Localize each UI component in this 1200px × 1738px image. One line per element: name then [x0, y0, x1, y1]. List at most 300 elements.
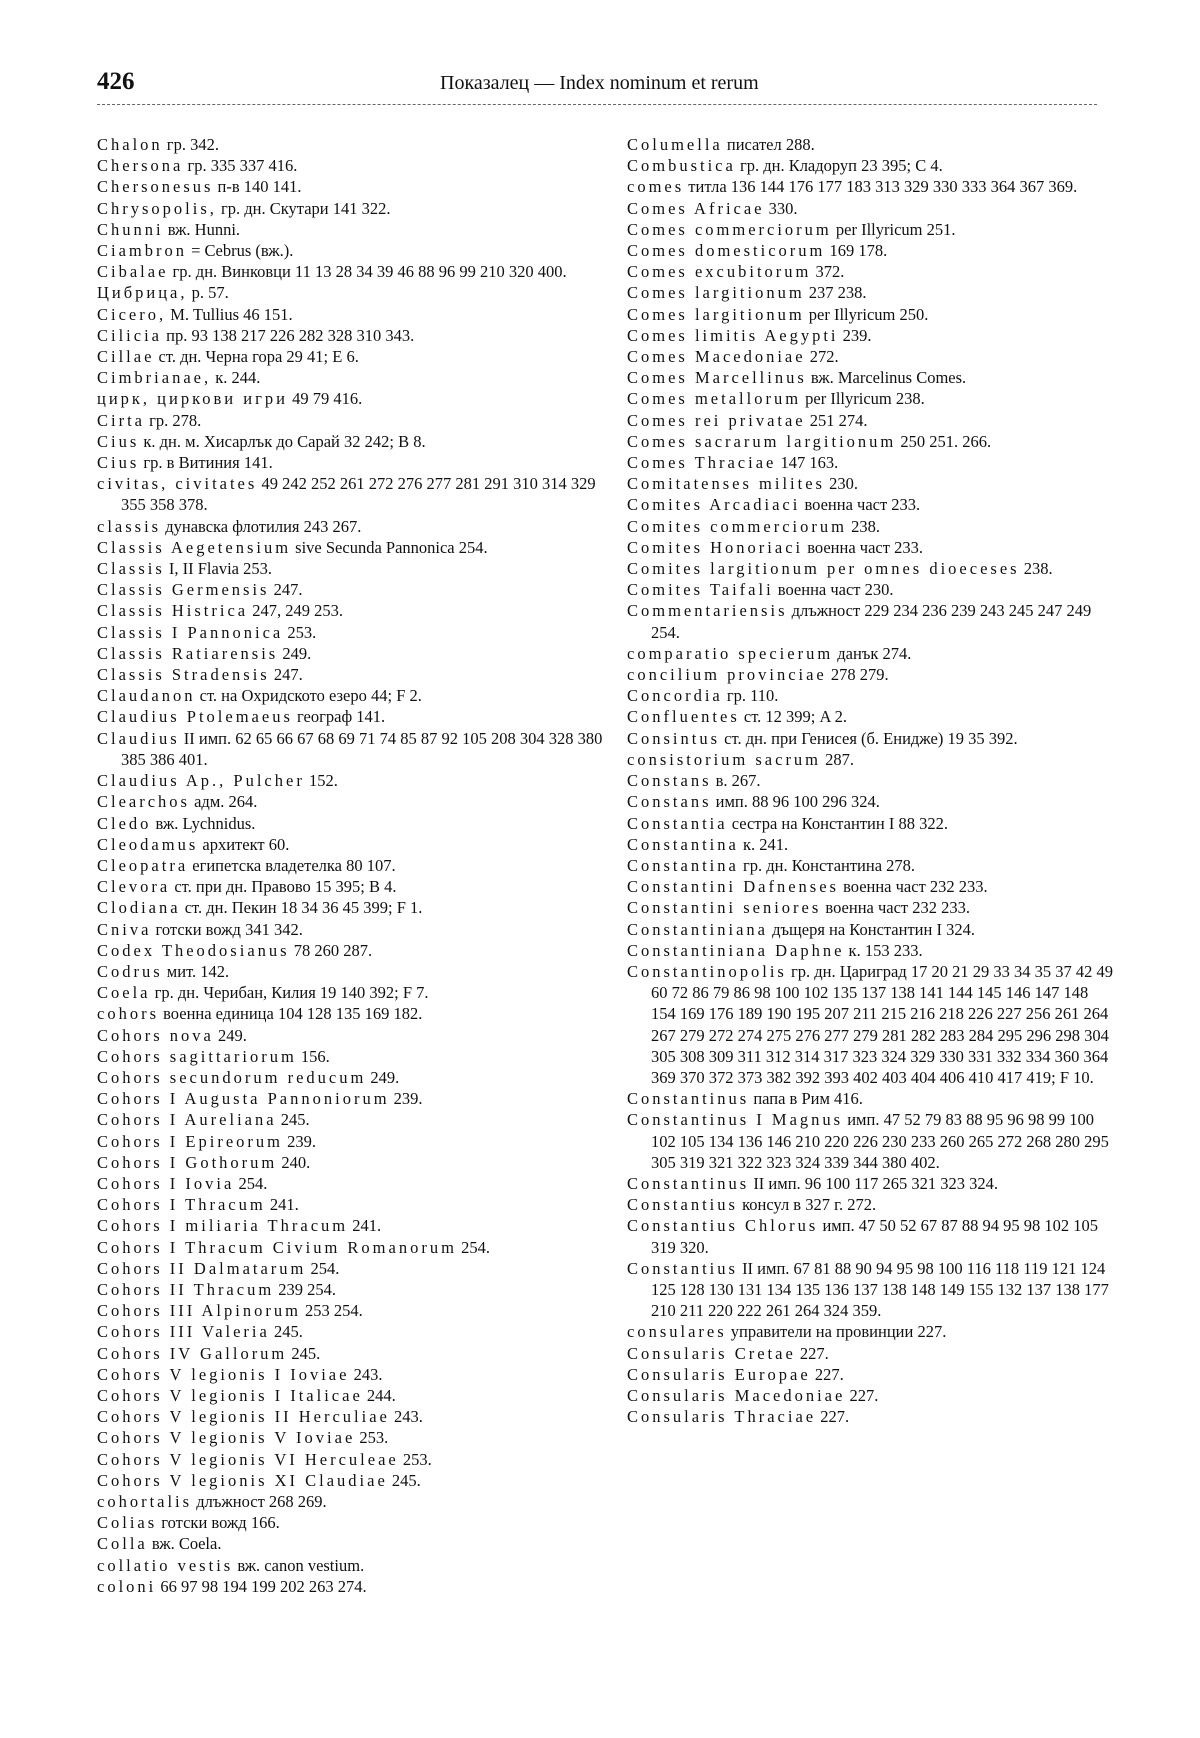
- index-headword: Cohors I Gothorum: [97, 1152, 278, 1172]
- index-entry: [627, 1109, 1117, 1173]
- index-headword: Columella: [627, 135, 723, 154]
- index-headword: cohors: [97, 1004, 159, 1024]
- index-headword: consulares: [627, 1322, 727, 1342]
- index-references: 243.: [389, 1407, 423, 1427]
- index-references: 287.: [821, 749, 855, 769]
- index-headword: Comes Marcellinus: [627, 368, 807, 388]
- index-references: гр. 110.: [722, 686, 779, 706]
- index-headword: concilium provinciae: [627, 665, 827, 685]
- index-references: 253.: [398, 1449, 432, 1469]
- index-headword: Claudius: [97, 728, 180, 748]
- index-headword: Confluentes: [627, 707, 740, 727]
- index-entry: [97, 1088, 607, 1109]
- index-entry: [97, 706, 607, 727]
- index-entry: [627, 452, 1117, 473]
- index-references: гр. дн. Кладоруп 23 395; C 4.: [735, 156, 943, 176]
- index-entry: [97, 1512, 607, 1533]
- index-headword: Cirta: [97, 410, 145, 430]
- index-headword: Comes largitionum: [627, 283, 805, 303]
- index-headword: classis: [97, 516, 162, 536]
- index-references: имп. 47 50 52 67 87 88 94 95 98 102 105 319 320.: [651, 1216, 1099, 1257]
- index-entry: [97, 1152, 607, 1173]
- index-entry: [627, 685, 1117, 706]
- index-headword: Classis Germensis: [97, 580, 270, 600]
- index-entry: [97, 282, 607, 303]
- index-headword: Cohors IV Gallorum: [97, 1343, 288, 1363]
- index-references: M. Tullius 46 151.: [166, 304, 293, 324]
- index-references: 251 274.: [805, 410, 868, 430]
- index-references: гр. 278.: [145, 410, 202, 430]
- index-entry: [97, 982, 607, 1003]
- index-entry: [97, 219, 607, 240]
- index-references: 245.: [387, 1470, 421, 1490]
- index-references: гр. дн. Черибан, Килия 19 140 392; F 7.: [150, 983, 429, 1003]
- index-column-left: [97, 134, 607, 1597]
- index-headword: Comes rei privatae: [627, 410, 806, 430]
- index-headword: Cohors II Dalmatarum: [97, 1258, 307, 1278]
- index-references: 249.: [278, 643, 312, 663]
- index-references: готски вожд 341 342.: [151, 919, 303, 939]
- index-references: архитект 60.: [198, 834, 290, 854]
- index-references: в. 267.: [711, 771, 761, 791]
- index-headword: Comes limitis Aegypti: [627, 325, 839, 345]
- index-headword: Comes Macedoniae: [627, 347, 806, 367]
- index-entry: [627, 813, 1117, 834]
- index-entry: [627, 282, 1117, 303]
- index-headword: Cohors V legionis VI Herculeae: [97, 1449, 399, 1469]
- index-headword: Colla: [97, 1534, 148, 1554]
- index-headword: Cohors sagittariorum: [97, 1046, 297, 1066]
- index-headword: Consularis Macedoniae: [627, 1385, 846, 1405]
- index-references: ст. на Охридското езеро 44; F 2.: [195, 686, 422, 706]
- index-headword: Constantinus I Magnus: [627, 1110, 844, 1130]
- index-entry: [97, 600, 607, 621]
- index-headword: Comes largitionum: [627, 304, 805, 324]
- index-references: 245.: [269, 1322, 303, 1342]
- index-entry: [627, 770, 1117, 791]
- index-headword: Chrysopolis,: [97, 198, 217, 218]
- index-references: 49 242 252 261 272 276 277 281 291 310 314 329 355 358 378.: [121, 474, 596, 515]
- index-headword: Cleodamus: [97, 834, 199, 854]
- index-references: управители на провинции 227.: [726, 1322, 947, 1342]
- index-headword: Comitatenses milites: [627, 474, 825, 494]
- index-headword: Constantius: [627, 1258, 738, 1278]
- index-entry: [97, 452, 607, 473]
- index-references: к. 153 233.: [844, 940, 923, 960]
- index-entry: [627, 367, 1117, 388]
- index-headword: Cohors I Thracum Civium Romanorum: [97, 1237, 457, 1257]
- index-entry: [97, 261, 607, 282]
- index-references: вж. canon vestium.: [233, 1555, 365, 1575]
- index-references: per Illyricum 251.: [831, 219, 956, 239]
- index-entry: [97, 346, 607, 367]
- index-entry: [627, 791, 1117, 812]
- index-headword: Combustica: [627, 156, 736, 176]
- index-headword: Comes sacrarum largitionum: [627, 431, 897, 451]
- index-references: военна част 233.: [803, 537, 923, 557]
- index-references: имп. 88 96 100 296 324.: [711, 792, 880, 812]
- index-headword: Comites Taifali: [627, 580, 774, 600]
- index-references: 227.: [810, 1364, 844, 1384]
- index-references: 239.: [389, 1089, 423, 1109]
- index-references: к. 241.: [738, 834, 789, 854]
- index-entry: [97, 728, 607, 770]
- index-references: ст. дн. Черна гора 29 41; E 6.: [154, 347, 359, 367]
- index-entry: [627, 600, 1117, 642]
- index-entry: [97, 410, 607, 431]
- index-entry: [97, 1364, 607, 1385]
- index-entry: [97, 176, 607, 197]
- index-entry: [97, 622, 607, 643]
- index-entry: [97, 1555, 607, 1576]
- index-entry: [627, 240, 1117, 261]
- index-references: 152.: [304, 771, 338, 791]
- index-headword: Constans: [627, 771, 712, 791]
- index-entry: [97, 834, 607, 855]
- index-references: к. 244.: [211, 368, 261, 388]
- index-references: II имп. 96 100 117 265 321 323 324.: [749, 1173, 999, 1193]
- index-references: per Illyricum 250.: [804, 304, 929, 324]
- index-entry: [97, 304, 607, 325]
- index-entry: [97, 155, 607, 176]
- index-entry: [627, 961, 1117, 1088]
- index-headword: Comes metallorum: [627, 389, 802, 409]
- index-references: длъжност 268 269.: [192, 1492, 327, 1511]
- index-references: 253 254.: [300, 1301, 363, 1321]
- index-entry: [97, 516, 607, 537]
- running-title: Показалец — Index nominum et rerum: [440, 72, 759, 94]
- index-headword: Comes excubitorum: [627, 262, 812, 282]
- index-entry: [97, 1491, 607, 1512]
- index-entry: [627, 325, 1117, 346]
- index-references: ст. 12 399; A 2.: [739, 707, 848, 727]
- index-references: ст. при дн. Правово 15 395; B 4.: [170, 877, 397, 897]
- index-references: 249.: [366, 1067, 400, 1087]
- index-references: гр. дн. Цариград 17 20 21 29 33 34 35 37 42 49 60 72 86 79 86 98 100 102 135 137 138 141 144 145 146 147 148 154 169 176 189 190 195 207 211 215 216 218 226 227 256 261 264 267 279 272 274 275 276 277 279 281 282 283 284 295 296 298 304 305 308 309 311 312 314 317 323 324 329 330 331 332 334 360 364 369 370 372 373 382 392 393 402 403 404 406 410 417 419; F 10.: [651, 961, 1114, 1087]
- index-headword: Cohors I miliaria Thracum: [97, 1216, 349, 1236]
- index-references: гр. дн. Винковци 11 13 28 34 39 46 88 96 99 210 320 400.: [168, 262, 567, 282]
- index-headword: Cleopatra: [97, 855, 189, 875]
- index-entry: [627, 728, 1117, 749]
- index-headword: consistorium sacrum: [627, 749, 822, 769]
- index-references: 237 238.: [804, 283, 867, 303]
- index-headword: Cohors III Alpinorum: [97, 1301, 301, 1321]
- index-entry: [97, 1067, 607, 1088]
- index-references: вж. Coela.: [147, 1534, 222, 1554]
- index-headword: Chersona: [97, 156, 184, 176]
- index-references: гр. дн. Константина 278.: [738, 855, 916, 875]
- index-entry: [97, 198, 607, 219]
- index-entry: [97, 1173, 607, 1194]
- page-number: 426: [97, 68, 135, 95]
- index-entry: [97, 1449, 607, 1470]
- index-references: консул в 327 г. 272.: [737, 1195, 877, 1215]
- index-headword: coloni: [97, 1576, 157, 1596]
- index-headword: Constantius Chlorus: [627, 1216, 819, 1236]
- index-entry: [97, 325, 607, 346]
- index-headword: Constantinopolis: [627, 961, 787, 981]
- index-entry: [627, 706, 1117, 727]
- index-entry: [627, 537, 1117, 558]
- index-headword: Claudius Ptolemaeus: [97, 707, 293, 727]
- index-headword: Claudius Ap., Pulcher: [97, 771, 305, 791]
- index-headword: Claudanon: [97, 686, 196, 706]
- index-entry: [97, 1237, 607, 1258]
- index-entry: [97, 1406, 607, 1427]
- index-entry: [97, 1470, 607, 1491]
- index-entry: [627, 304, 1117, 325]
- index-references: sive Secunda Pannonica 254.: [291, 537, 488, 557]
- index-headword: Comites Honoriaci: [627, 537, 804, 557]
- index-references: адм. 264.: [189, 792, 258, 812]
- index-entry: [627, 261, 1117, 282]
- index-references: титла 136 144 176 177 183 313 329 330 333 364 367 369.: [684, 177, 1078, 197]
- index-references: 254.: [306, 1258, 340, 1278]
- index-entry: [627, 579, 1117, 600]
- index-headword: Constantini Dafnenses: [627, 877, 839, 897]
- index-entry: [97, 685, 607, 706]
- index-references: гр. 335 337 416.: [183, 156, 298, 176]
- index-references: 227.: [795, 1343, 829, 1363]
- index-headword: Commentariensis: [627, 601, 788, 621]
- index-headword: Comites Arcadiaci: [627, 495, 801, 515]
- index-entry: [627, 176, 1117, 197]
- index-entry: [97, 431, 607, 452]
- index-headword: Classis Stradensis: [97, 665, 270, 685]
- index-entry: [97, 1046, 607, 1067]
- index-references: писател 288.: [722, 135, 815, 154]
- index-entry: [97, 388, 607, 409]
- index-headword: Consularis Europae: [627, 1364, 811, 1384]
- index-references: гр. 342.: [162, 135, 219, 154]
- index-references: 254.: [456, 1237, 490, 1257]
- index-references: 49 79 416.: [287, 389, 363, 409]
- index-headword: Constantia: [627, 813, 728, 833]
- index-headword: Consintus: [627, 728, 721, 748]
- index-headword: Constantius: [627, 1195, 738, 1215]
- index-headword: Coela: [97, 983, 151, 1003]
- index-references: 227.: [845, 1385, 879, 1405]
- index-entry: [97, 791, 607, 812]
- index-entry: [97, 537, 607, 558]
- index-entry: [627, 1194, 1117, 1215]
- index-references: сестра на Константин I 88 322.: [727, 813, 948, 833]
- index-entry: [627, 855, 1117, 876]
- index-headword: Comes commerciorum: [627, 219, 832, 239]
- index-headword: civitas, civitates: [97, 474, 258, 494]
- index-headword: comparatio specierum: [627, 643, 834, 663]
- index-entry: [627, 749, 1117, 770]
- index-headword: Chalon: [97, 135, 163, 154]
- index-headword: Comes domesticorum: [627, 241, 826, 261]
- index-entry: [627, 219, 1117, 240]
- index-references: военна част 233.: [800, 495, 921, 515]
- index-references: вж. Marcelinus Comes.: [806, 368, 967, 388]
- index-headword: Cohors I Thracum: [97, 1195, 266, 1215]
- index-entry: [97, 961, 607, 982]
- index-references: вж. Hunni.: [163, 219, 241, 239]
- index-references: 230.: [824, 474, 858, 494]
- index-entry: [627, 134, 1117, 155]
- index-entry: [97, 240, 607, 261]
- index-entry: [97, 1003, 607, 1024]
- index-headword: Clevora: [97, 877, 171, 897]
- index-references: гр. дн. Скутари 141 322.: [216, 198, 391, 218]
- index-entry: [627, 1364, 1117, 1385]
- index-headword: Cibalae: [97, 262, 169, 282]
- index-entry: [97, 940, 607, 961]
- index-headword: Cohors V legionis XI Claudiae: [97, 1470, 388, 1490]
- index-entry: [97, 1533, 607, 1554]
- index-entry: [97, 1258, 607, 1279]
- index-entry: [97, 1194, 607, 1215]
- index-entry: [627, 431, 1117, 452]
- index-headword: Cohors nova: [97, 1025, 214, 1045]
- index-references: длъжност 229 234 236 239 243 245 247 249 254.: [651, 601, 1092, 642]
- index-headword: Consularis Thraciae: [627, 1407, 817, 1427]
- index-entry: [97, 1576, 607, 1597]
- index-headword: cohortalis: [97, 1492, 193, 1511]
- index-headword: Constantinus: [627, 1173, 750, 1193]
- index-references: 239.: [282, 1131, 316, 1151]
- index-entry: [97, 558, 607, 579]
- index-headword: Cohors V legionis V Ioviae: [97, 1428, 356, 1448]
- index-references: гр. в Витиния 141.: [139, 453, 273, 473]
- index-references: 147 163.: [776, 453, 839, 473]
- index-headword: comes: [627, 177, 685, 197]
- index-references: 247.: [269, 580, 303, 600]
- index-references: пр. 93 138 217 226 282 328 310 343.: [162, 325, 415, 345]
- index-references: 372.: [811, 262, 845, 282]
- index-entry: [627, 940, 1117, 961]
- index-headword: Constantiniana: [627, 919, 768, 939]
- index-entry: [97, 876, 607, 897]
- index-references: 244.: [362, 1385, 396, 1405]
- index-references: 78 260 287.: [289, 940, 373, 960]
- index-references: военна част 232 233.: [838, 877, 988, 897]
- index-references: 249.: [213, 1025, 247, 1045]
- index-headword: Chersonesus: [97, 177, 214, 197]
- index-references: 245.: [276, 1110, 310, 1130]
- index-headword: Ciambron: [97, 241, 187, 261]
- index-headword: Comites largitionum per omnes dioeceses: [627, 559, 1020, 579]
- index-references: военна част 232 233.: [821, 898, 970, 918]
- index-references: 247.: [269, 665, 303, 685]
- index-headword: Constantiniana Daphne: [627, 940, 845, 960]
- index-references: 241.: [348, 1216, 382, 1236]
- index-headword: Classis Aegetensium: [97, 537, 292, 557]
- index-entry: [627, 1215, 1117, 1257]
- index-headword: Concordia: [627, 686, 723, 706]
- index-entry: [627, 897, 1117, 918]
- index-headword: Codex Theodosianus: [97, 940, 290, 960]
- index-entry: [627, 558, 1117, 579]
- index-entry: [627, 1258, 1117, 1322]
- index-references: 66 97 98 194 199 202 263 274.: [156, 1576, 367, 1596]
- index-headword: Cohors V legionis I Italicae: [97, 1385, 363, 1405]
- index-headword: Cohors II Thracum: [97, 1279, 275, 1299]
- index-headword: Clodiana: [97, 898, 181, 918]
- index-references: 169 178.: [825, 241, 888, 261]
- index-entry: [627, 1406, 1117, 1427]
- index-headword: Constans: [627, 792, 712, 812]
- index-entry: [97, 919, 607, 940]
- index-entry: [627, 1173, 1117, 1194]
- index-references: 272.: [805, 347, 839, 367]
- index-entry: [627, 494, 1117, 515]
- index-references: готски вожд 166.: [157, 1513, 280, 1533]
- index-references: 240.: [277, 1152, 311, 1172]
- index-headword: Consularis Cretae: [627, 1343, 796, 1363]
- index-headword: Classis I Pannonica: [97, 622, 284, 642]
- index-references: п-в 140 141.: [213, 177, 302, 197]
- index-references: папа в Рим 416.: [749, 1089, 863, 1109]
- index-entry: [627, 346, 1117, 367]
- index-headword: Cius: [97, 453, 140, 473]
- index-references: 238.: [1019, 559, 1053, 579]
- page-header: [97, 68, 1107, 108]
- index-references: II имп. 62 65 66 67 68 69 71 74 85 87 92 105 208 304 328 380 385 386 401.: [121, 728, 603, 769]
- index-entry: [97, 770, 607, 791]
- index-entry: [97, 367, 607, 388]
- index-entry: [97, 1300, 607, 1321]
- index-headword: Classis Histrica: [97, 601, 249, 621]
- index-headword: Cohors V legionis I Ioviae: [97, 1364, 350, 1384]
- index-references: военна единица 104 128 135 169 182.: [159, 1004, 423, 1024]
- index-references: географ 141.: [292, 707, 386, 727]
- index-column-right: [627, 134, 1117, 1427]
- index-entry: [97, 1131, 607, 1152]
- index-references: р. 57.: [187, 283, 229, 303]
- index-references: имп. 47 52 79 83 88 95 96 98 99 100 102 105 134 136 146 210 220 226 230 233 260 265 272 268 280 295 305 319 321 322 323 324 339 344 380 402.: [651, 1110, 1109, 1172]
- header-rule: [97, 104, 1097, 105]
- index-headword: Colias: [97, 1513, 158, 1533]
- index-references: военна част 230.: [773, 580, 894, 600]
- index-headword: Codrus: [97, 961, 163, 981]
- index-references: per Illyricum 238.: [801, 389, 925, 409]
- index-references: 243.: [349, 1364, 383, 1384]
- index-headword: Clearchos: [97, 792, 190, 812]
- index-entry: [627, 876, 1117, 897]
- index-references: 227.: [816, 1407, 850, 1427]
- index-headword: Cohors V legionis II Herculiae: [97, 1407, 390, 1427]
- index-headword: collatio vestis: [97, 1555, 234, 1575]
- index-headword: Constantina: [627, 834, 739, 854]
- index-headword: Cicero,: [97, 304, 167, 324]
- index-references: 253.: [355, 1428, 389, 1448]
- index-headword: Comes Thraciae: [627, 453, 777, 473]
- index-references: 156.: [296, 1046, 330, 1066]
- index-references: египетска владетелка 80 107.: [188, 855, 396, 875]
- index-headword: цирк, циркови игри: [97, 389, 288, 409]
- index-entry: [97, 664, 607, 685]
- index-entry: [97, 897, 607, 918]
- index-references: II имп. 67 81 88 90 94 95 98 100 116 118 119 121 124 125 128 130 131 134 135 136 137 138 148 149 155 132 137 138 177 210 211 220 222 261 264 324 359.: [651, 1258, 1109, 1321]
- index-references: 241.: [265, 1195, 299, 1215]
- index-entry: [627, 643, 1117, 664]
- index-entry: [627, 410, 1117, 431]
- index-entry: [97, 473, 607, 515]
- index-references: ст. дн. Пекин 18 34 36 45 399; F 1.: [180, 898, 423, 918]
- index-headword: Classis Ratiarensis: [97, 643, 279, 663]
- index-entry: [97, 1109, 607, 1130]
- index-headword: Cohors secundorum reducum: [97, 1067, 367, 1087]
- index-entry: [627, 388, 1117, 409]
- index-headword: Cimbrianae,: [97, 368, 212, 388]
- index-references: ст. дн. при Генисея (б. Енидже) 19 35 392.: [720, 728, 1018, 748]
- index-references: 330.: [764, 198, 798, 218]
- index-entry: [97, 1427, 607, 1448]
